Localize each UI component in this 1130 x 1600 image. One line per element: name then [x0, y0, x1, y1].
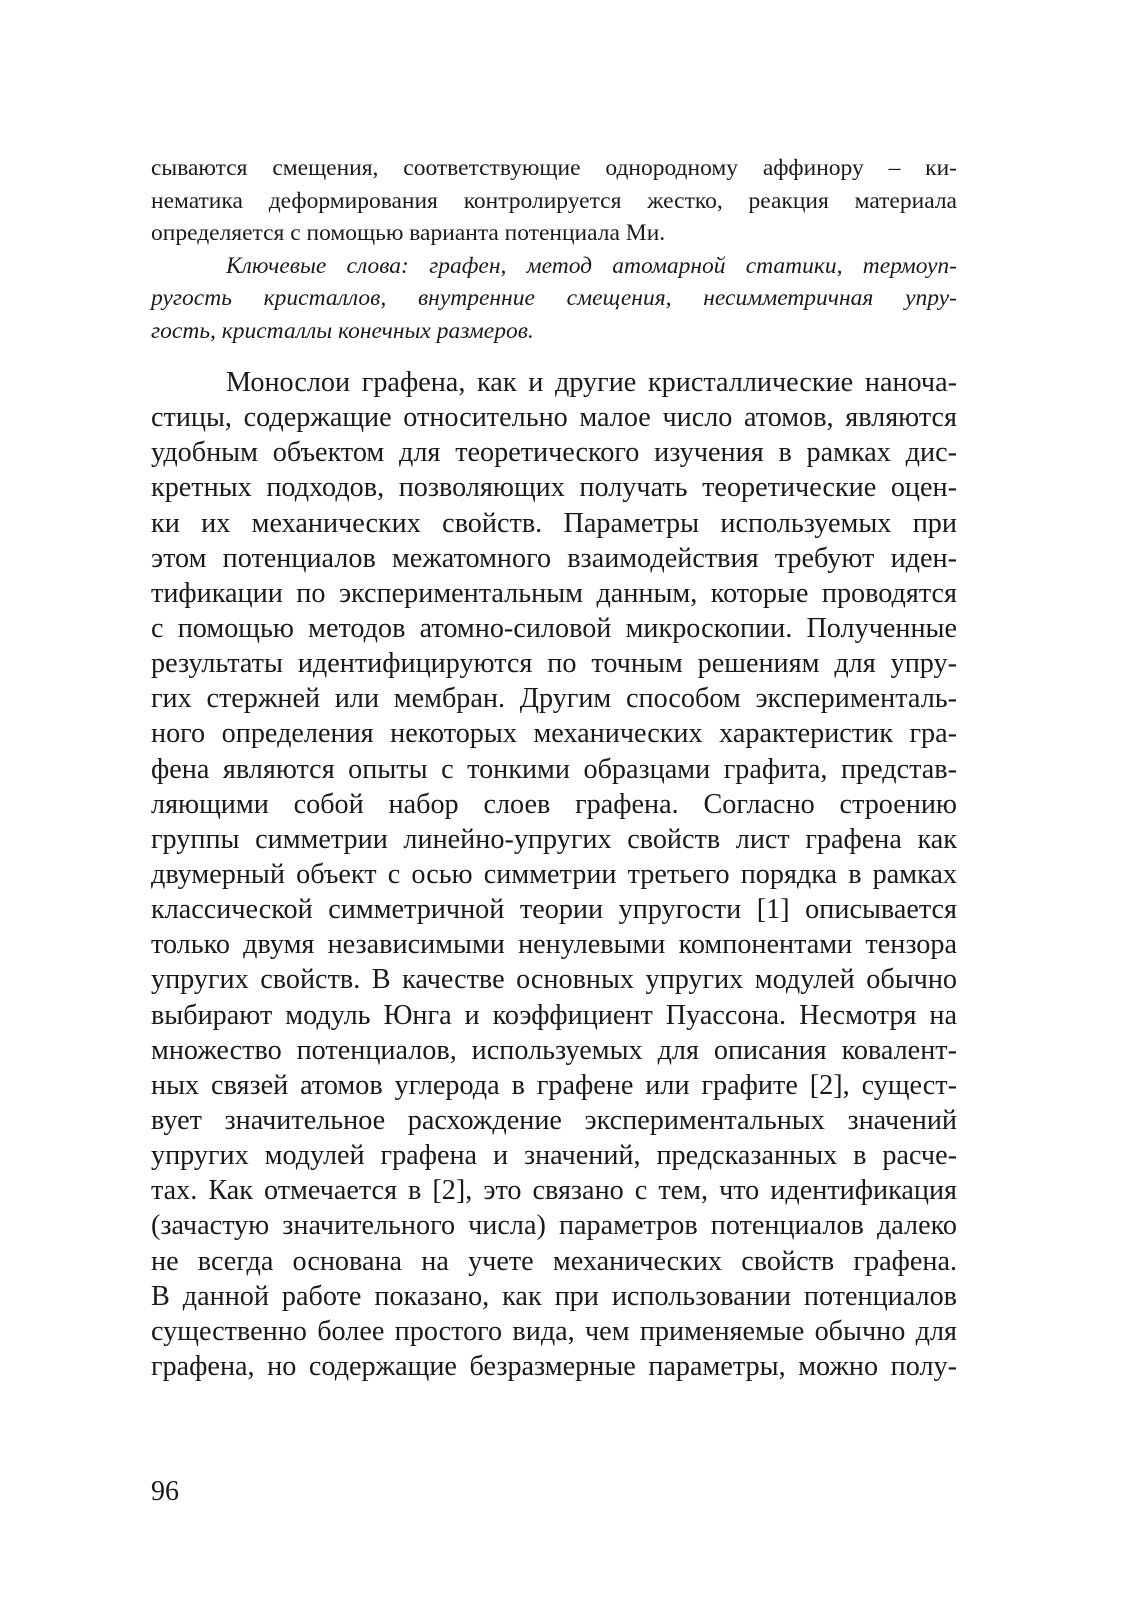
body-line: Монослои графена, как и другие кристаллические наноча-	[226, 367, 957, 398]
body-line: с помощью методов атомно-силовой микроскопии. Полученные	[151, 612, 957, 644]
abstract-line: сываются смещения, соответствующие однородному аффинору – ки-	[151, 155, 957, 181]
body-line: не всегда основана на учете механических свойств графена.	[151, 1245, 957, 1277]
body-line: упругих модулей графена и значений, предсказанных в расче-	[151, 1140, 957, 1172]
body-line: фена являются опыты с тонкими образцами графита, представ-	[151, 753, 957, 785]
body-paragraph	[151, 365, 957, 1384]
abstract-line: нематика деформирования контролируется жестко, реакция материала	[151, 187, 957, 214]
body-line: удобным объектом для теоретического изучения в рамках дис-	[151, 437, 957, 469]
body-line: двумерный объект с осью симметрии третьего порядка в рамках	[151, 858, 957, 890]
body-line: множество потенциалов, используемых для описания ковалент-	[151, 1034, 957, 1066]
body-line: ляющими собой набор слоев графена. Согласно строению	[151, 788, 957, 820]
body-line: (зачастую значительного числа) параметров потенциалов далеко	[151, 1210, 957, 1242]
body-line: графена, но содержащие безразмерные параметры, можно полу-	[151, 1350, 957, 1382]
body-line: ки их механических свойств. Параметры используемых при	[151, 507, 957, 539]
body-line: существенно более простого вида, чем применяемые обычно для	[151, 1315, 957, 1347]
body-line: вует значительное расхождение экспериментальных значений	[151, 1104, 957, 1136]
body-line: ного определения некоторых механических характеристик гра-	[151, 718, 957, 750]
body-line: В данной работе показано, как при использовании потенциалов	[151, 1280, 957, 1312]
body-line: гих стержней или мембран. Другим способом эксперименталь-	[151, 683, 957, 715]
keywords-line: Ключевые слова: графен, метод атомарной статики, термоуп-	[226, 252, 957, 279]
abstract-line: определяется с помощью варианта потенциала Ми.	[151, 220, 666, 246]
body-line: упругих свойств. В качестве основных упругих модулей обычно	[151, 964, 957, 996]
body-line: группы симметрии линейно-упругих свойств лист графена как	[151, 823, 957, 855]
body-line: тификации по экспериментальным данным, которые проводятся	[151, 577, 957, 609]
keywords-line: ругость кристаллов, внутренние смещения, несимметричная упру-	[151, 285, 957, 311]
body-line: тах. Как отмечается в [2], это связано с тем, что идентификация	[151, 1175, 957, 1207]
abstract-continuation	[151, 152, 957, 347]
body-line: стицы, содержащие относительно малое число атомов, являются	[151, 402, 957, 434]
page-number: 96	[151, 1476, 179, 1507]
body-line: этом потенциалов межатомного взаимодействия требуют иден-	[151, 542, 957, 574]
body-line: классической симметричной теории упругости [1] описывается	[151, 894, 957, 926]
keywords-line: гость, кристаллы конечных размеров.	[151, 317, 534, 344]
body-line: ных связей атомов углерода в графене или графите [2], сущест-	[151, 1069, 957, 1101]
body-line: кретных подходов, позволяющих получать теоретические оцен-	[151, 472, 957, 504]
body-line: выбирают модуль Юнга и коэффициент Пуассона. Несмотря на	[151, 999, 957, 1031]
body-line: только двумя независимыми ненулевыми компонентами тензора	[151, 929, 957, 961]
body-line: результаты идентифицируются по точным решениям для упру-	[151, 648, 957, 680]
